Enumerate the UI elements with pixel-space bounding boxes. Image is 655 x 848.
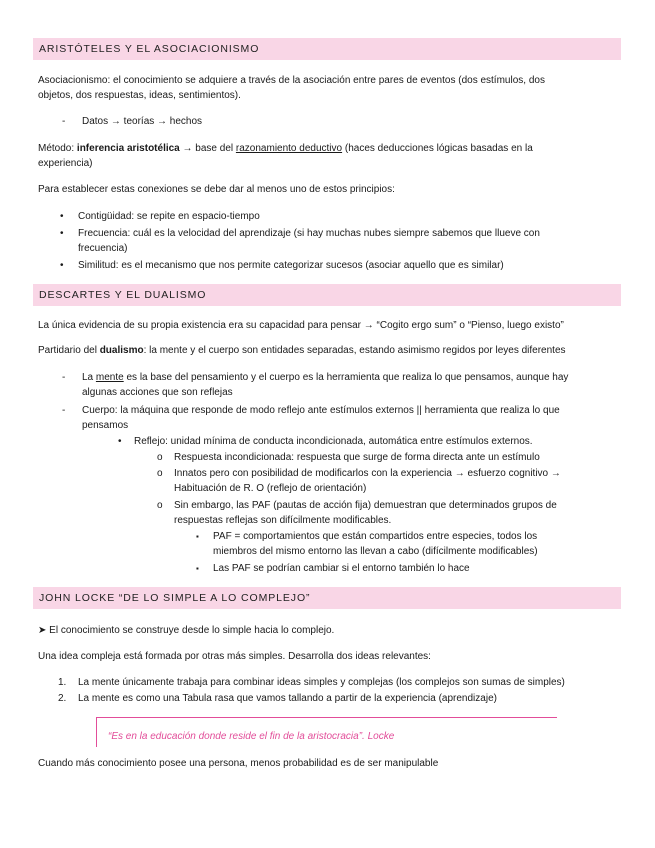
metodo-bold: inferencia aristotélica: [76, 143, 180, 154]
principio-frecuencia-cont: frecuencia): [78, 243, 128, 254]
datos-item: Datos → teorías → hechos: [82, 116, 203, 127]
idea-compleja-line: Una idea compleja está formada por otras más simples. Desarrolla dos ideas relevantes:: [38, 651, 431, 662]
dash-marker: -: [62, 116, 66, 127]
bullet-marker: •: [60, 260, 64, 271]
principio-frecuencia: Frecuencia: cuál es la velocidad del aprendizaje (si hay muchas nubes siempre sabemos que llueve con: [78, 228, 540, 239]
dualismo-label: Partidario del: [38, 345, 100, 356]
arrow-icon: ➤: [38, 625, 47, 636]
mente-rest: es la base del pensamiento y el cuerpo es la herramienta que realiza lo que pensamos, aunque hay: [123, 372, 569, 383]
closing-line: Cuando más conocimiento posee una persona, menos probabilidad es de ser manipulable: [38, 758, 439, 769]
square-marker: ▪: [196, 532, 199, 541]
principio-contiguidad: Contigüidad: se repite en espacio-tiempo: [78, 211, 260, 222]
section-header-locke: JOHN LOCKE “DE LO SIMPLE A LO COMPLEJO”: [33, 587, 621, 609]
bullet-marker: •: [118, 436, 122, 447]
metodo-line-2: experiencia): [38, 158, 93, 169]
metodo-label: Método:: [38, 143, 77, 154]
dualismo-rest: : la mente y el cuerpo son entidades separadas, estando asimismo regidos por leyes diferentes: [143, 345, 566, 356]
section-header-aristoteles: ARISTÓTELES Y EL ASOCIACIONISMO: [33, 38, 621, 60]
list-number: 2.: [58, 693, 67, 704]
sub-paf-cont: respuestas reflejas son difícilmente modificables.: [174, 515, 392, 526]
mente-line-2: algunas acciones que son reflejas: [82, 387, 233, 398]
principios-intro: Para establecer estas conexiones se debe dar al menos uno de estos principios:: [38, 184, 395, 195]
bullet-marker: •: [60, 211, 64, 222]
mente-pre: La: [82, 372, 96, 383]
bullet-marker: •: [60, 228, 64, 239]
principio-similitud: Similitud: es el mecanismo que nos permite categorizar sucesos (asociar aquello que es similar): [78, 260, 504, 271]
sub-paf: Sin embargo, las PAF (pautas de acción fija) demuestran que determinados grupos de: [174, 500, 557, 511]
paf-cambio: Las PAF se podrían cambiar si el entorno también lo hace: [213, 563, 470, 574]
dash-marker: -: [62, 405, 66, 416]
square-marker: ▪: [196, 564, 199, 573]
asociacionismo-line-2: objetos, dos respuestas, ideas, sentimientos).: [38, 90, 241, 101]
metodo-rest: (haces deducciones lógicas basadas en la: [342, 143, 533, 154]
sub-respuesta: Respuesta incondicionada: respuesta que surge de forma directa ante un estímulo: [174, 452, 540, 463]
circle-marker: o: [157, 452, 163, 463]
dualismo-line: [38, 343, 618, 358]
mente-line: [82, 370, 568, 385]
cuerpo-line-2: pensamos: [82, 420, 129, 431]
locke-conocimiento-text: El conocimiento se construye desde lo simple hacia lo complejo.: [46, 625, 335, 636]
circle-marker: o: [157, 500, 163, 511]
dash-marker: -: [62, 372, 66, 383]
mente-underline: mente: [95, 372, 124, 383]
metodo-underline: razonamiento deductivo: [235, 143, 343, 154]
section-header-descartes: DESCARTES Y EL DUALISMO: [33, 284, 621, 306]
locke-conocimiento-line: [38, 623, 618, 638]
locke-quote: “Es en la educación donde reside el fin de la aristocracia”. Locke: [108, 731, 395, 742]
metodo-line: [38, 141, 618, 156]
sub-innatos-cont: Habituación de R. O (reflejo de orientación): [174, 483, 367, 494]
circle-marker: o: [157, 468, 163, 479]
asociacionismo-line-1: Asociacionismo: el conocimiento se adquiere a través de la asociación entre pares de eventos (dos estímulos, dos: [38, 75, 545, 86]
quote-bar: [96, 717, 97, 747]
locke-item-1: La mente únicamente trabaja para combinar ideas simples y complejas (los complejos son sumas de simples): [78, 677, 565, 688]
metodo-mid: → base del: [179, 143, 236, 154]
reflejo-line: Reflejo: unidad mínima de conducta incondicionada, automática entre estímulos externos.: [134, 436, 533, 447]
cogito-line: La única evidencia de su propia existencia era su capacidad para pensar → “Cogito ergo sum” o “Pienso, luego existo”: [38, 320, 564, 331]
locke-item-2: La mente es como una Tabula rasa que vamos tallando a partir de la experiencia (aprendizaje): [78, 693, 497, 704]
dualismo-bold: dualismo: [99, 345, 144, 356]
paf-definition: PAF = comportamientos que están compartidos entre especies, todos los: [213, 531, 538, 542]
quote-rule: [96, 717, 557, 718]
cuerpo-line: Cuerpo: la máquina que responde de modo reflejo ante estímulos externos || herramienta que realiza lo que: [82, 405, 560, 416]
sub-innatos: Innatos pero con posibilidad de modificarlos con la experiencia → esfuerzo cognitivo →: [174, 468, 561, 479]
paf-definition-cont: miembros del mismo entorno las llevan a cabo (difícilmente modificables): [213, 546, 538, 557]
list-number: 1.: [58, 677, 67, 688]
